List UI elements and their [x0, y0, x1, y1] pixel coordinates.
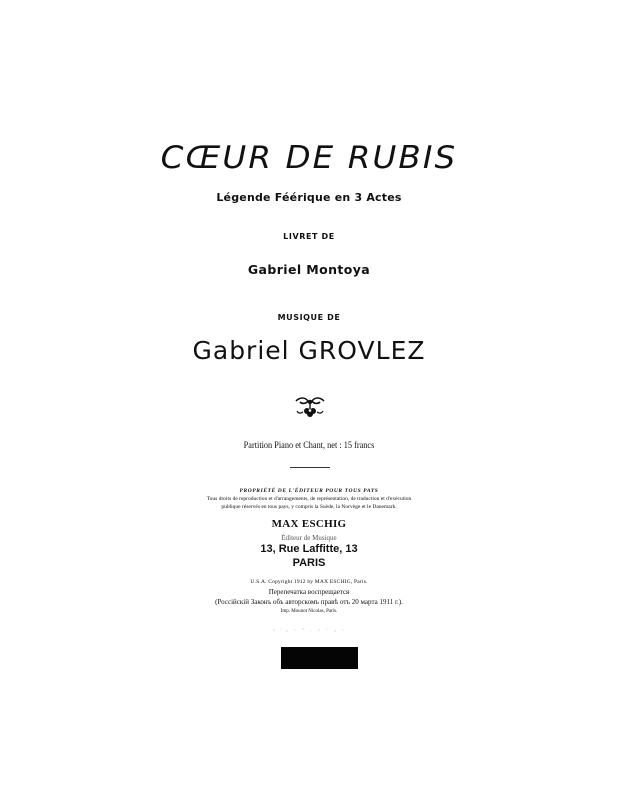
musique-label: MUSIQUE DE	[277, 313, 341, 322]
publisher-city: PARIS	[292, 557, 326, 569]
faint-stamp-marks	[270, 626, 350, 634]
livret-label: LIVRET DE	[283, 232, 335, 241]
redaction-block	[281, 647, 358, 669]
publisher-name: MAX ESCHIG	[271, 518, 347, 530]
rights-line-2: publique réservés en tous pays, y compris la Suède, la Norvège et le Danemark.	[221, 504, 397, 510]
composer-name: Gabriel GROVLEZ	[192, 336, 426, 365]
property-notice: PROPRIÉTÉ DE L'ÉDITEUR POUR TOUS PAYS	[239, 488, 379, 494]
russian-notice-2: (Россiйскiй Законъ объ авторскомъ правѣ отъ 20 марта 1911 г.).	[215, 598, 403, 606]
printer-credit: Imp. Mounot Nicolas, Paris.	[280, 609, 338, 614]
opera-subtitle: Légende Féérique en 3 Actes	[216, 191, 402, 204]
floral-ornament-icon	[294, 396, 326, 418]
rights-line-1: Tous droits de reproduction et d'arrangements, de représentation, de traduction et d'exécution	[206, 496, 412, 502]
divider	[290, 467, 330, 468]
copyright-notice: U.S.A. Copyright 1912 by MAX ESCHIG, Paris.	[250, 579, 368, 585]
russian-notice-1: Перепечатка воспрещается	[268, 588, 350, 596]
opera-title: CŒUR DE RUBIS	[160, 140, 458, 176]
publisher-address: 13, Rue Laffitte, 13	[260, 543, 358, 555]
publisher-role: Éditeur de Musique	[281, 534, 337, 542]
librettist-name: Gabriel Montoya	[247, 262, 371, 277]
edition-price: Partition Piano et Chant, net : 15 francs	[243, 440, 375, 450]
